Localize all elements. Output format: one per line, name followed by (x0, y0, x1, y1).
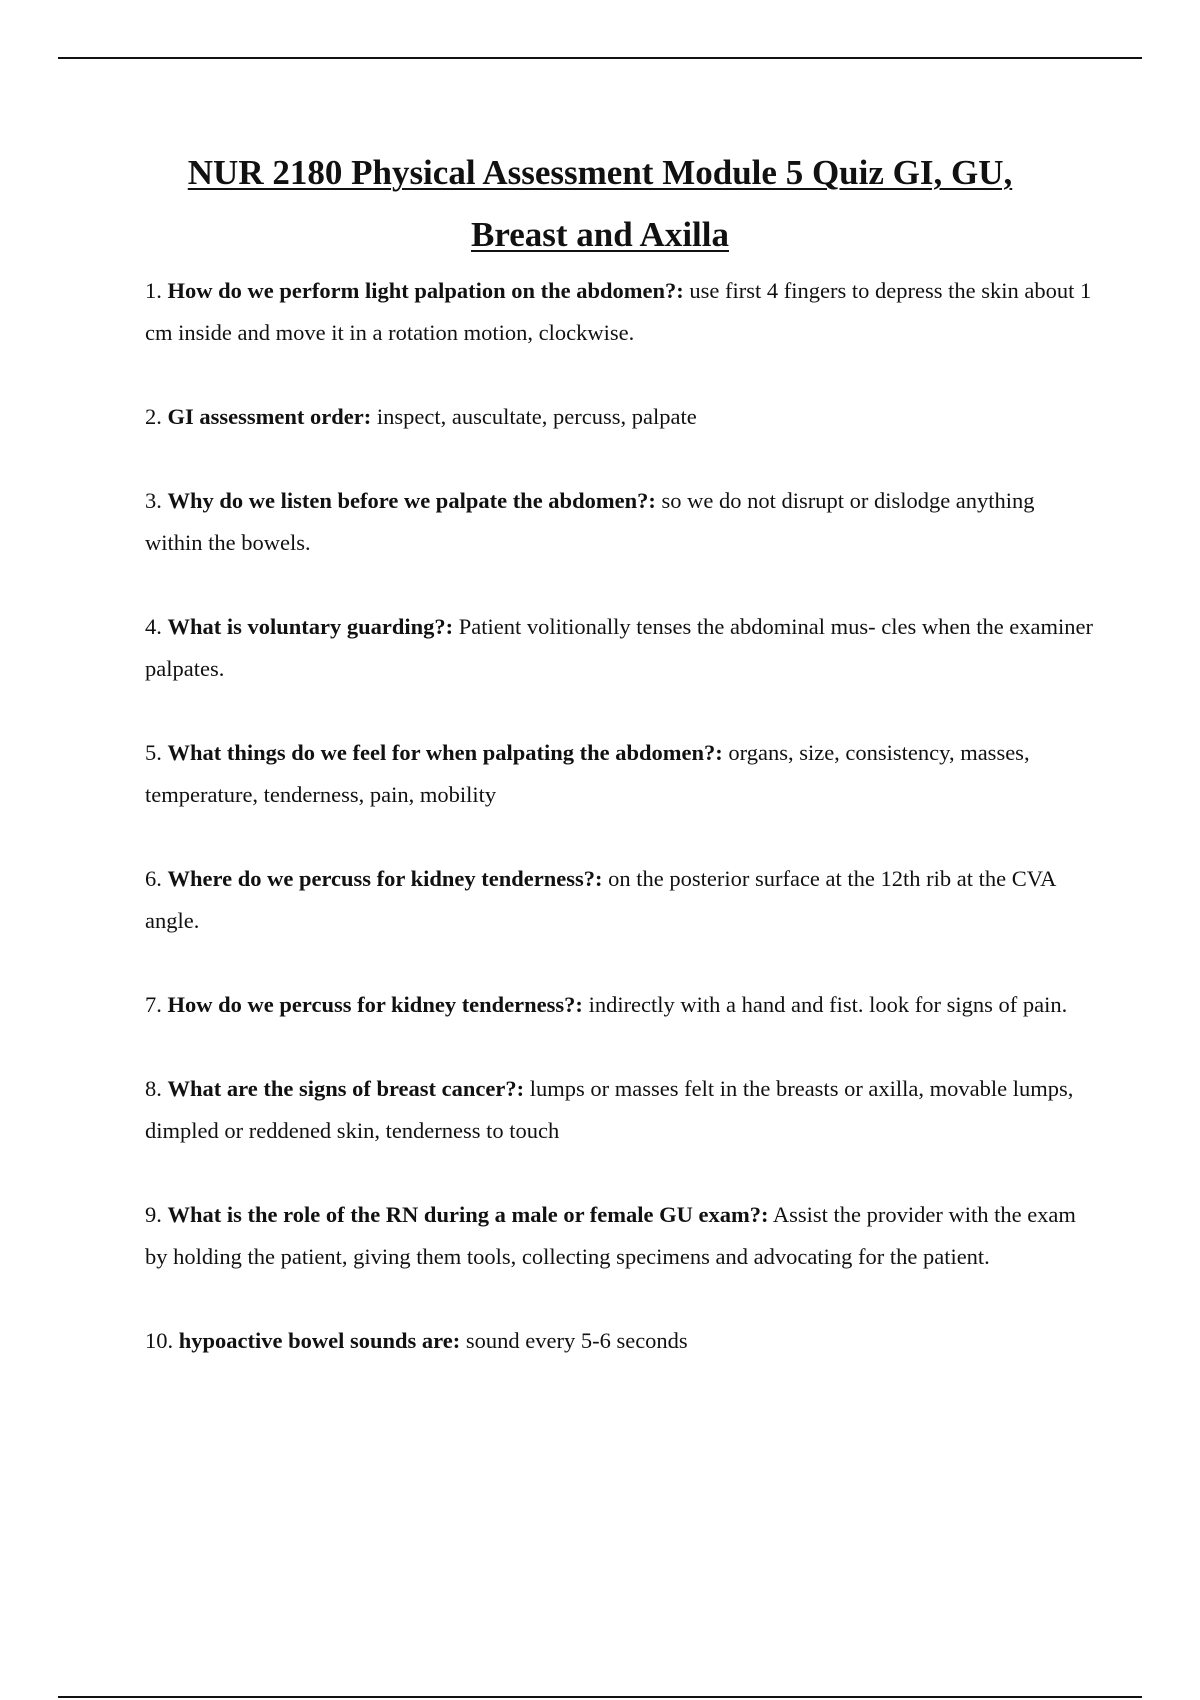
quiz-item-1 (145, 270, 1095, 354)
item-number: 9. (145, 1202, 162, 1227)
question-text: hypoactive bowel sounds are: (178, 1328, 461, 1353)
item-number: 2. (145, 404, 162, 429)
quiz-item-9 (145, 1194, 1095, 1278)
answer-text: so we do not disrupt or dislodge anything within the bowels. (145, 488, 1035, 555)
quiz-item-10 (145, 1320, 1095, 1362)
title-line-2: Breast and Axilla (470, 215, 729, 254)
question-text: GI assessment order: (167, 404, 372, 429)
answer-text: lumps or masses felt in the breasts or axilla, movable lumps, dimpled or reddened skin, tenderness to touch (145, 1076, 1074, 1143)
item-number: 3. (145, 488, 162, 513)
question-text: Where do we percuss for kidney tenderness?: (167, 866, 603, 891)
answer-text: Assist the provider with the exam by holding the patient, giving them tools, collecting specimens and advocating for the patient. (145, 1202, 1076, 1269)
quiz-item-2 (145, 396, 1095, 438)
item-number: 8. (145, 1076, 162, 1101)
quiz-item-3 (145, 480, 1095, 564)
question-text: Why do we listen before we palpate the abdomen?: (167, 488, 656, 513)
bottom-rule (58, 1696, 1142, 1698)
answer-text: use first 4 fingers to depress the skin about 1 cm inside and move it in a rotation motion, clockwise. (145, 278, 1092, 345)
quiz-item-4 (145, 606, 1095, 690)
item-number: 6. (145, 866, 162, 891)
item-number: 4. (145, 614, 162, 639)
quiz-item-6 (145, 858, 1095, 942)
answer-text: inspect, auscultate, percuss, palpate (376, 404, 697, 429)
item-number: 5. (145, 740, 162, 765)
question-text: What is the role of the RN during a male or female GU exam?: (167, 1202, 769, 1227)
answer-text: sound every 5-6 seconds (465, 1328, 688, 1353)
question-text: What things do we feel for when palpating the abdomen?: (167, 740, 723, 765)
question-text: How do we perform light palpation on the abdomen?: (167, 278, 684, 303)
quiz-question-list (145, 270, 1095, 1362)
item-number: 10. (145, 1328, 174, 1353)
answer-text: on the posterior surface at the 12th rib at the CVA angle. (145, 866, 1056, 933)
answer-text: Patient volitionally tenses the abdominal mus- cles when the examiner palpates. (145, 614, 1094, 681)
title-line-1: NUR 2180 Physical Assessment Module 5 Quiz GI, GU, (187, 153, 1013, 192)
question-text: What are the signs of breast cancer?: (167, 1076, 525, 1101)
answer-text: organs, size, consistency, masses, temperature, tenderness, pain, mobility (145, 740, 1030, 807)
question-text: What is voluntary guarding?: (167, 614, 454, 639)
item-number: 1. (145, 278, 162, 303)
quiz-item-8 (145, 1068, 1095, 1152)
question-text: How do we percuss for kidney tenderness?: (167, 992, 583, 1017)
item-number: 7. (145, 992, 162, 1017)
answer-text: indirectly with a hand and fist. look for signs of pain. (588, 992, 1068, 1017)
quiz-item-7 (145, 984, 1095, 1026)
top-rule (58, 57, 1142, 59)
quiz-item-5 (145, 732, 1095, 816)
page-title (100, 142, 1100, 266)
